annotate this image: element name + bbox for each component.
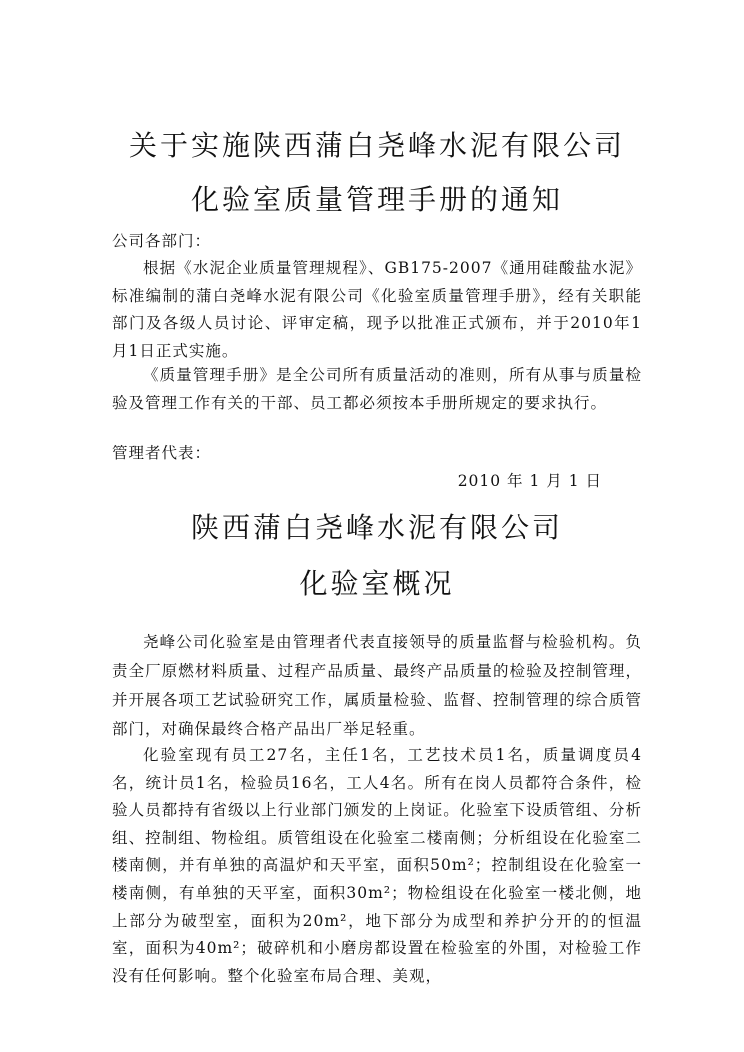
overview-title: 化验室概况 [299, 567, 455, 600]
notice-title-line2: 化验室质量管理手册的通知 [190, 183, 563, 216]
notice-paragraph-1: 根据《水泥企业质量管理规程》、GB175-2007《通用硅酸盐水泥》标准编制的蒲白尧峰水泥有限公司《化验室质量管理手册》，经有关职能部门及各级人员讨论、评审定稿，现予以批准正式颁布，并于2010年1月1日正式实施。 [112, 259, 642, 360]
overview-paragraph-1: 尧峰公司化验室是由管理者代表直接领导的质量监督与检验机构。负责全厂原燃材料质量、过程产品质量、最终产品质量的检验及控制管理，并开展各项工艺试验研究工作，属质量检验、监督、控制管理的综合质管部门，对确保最终合格产品出厂举足轻重。 [112, 633, 642, 738]
notice-title-line1: 关于实施陕西蒲白尧峰水泥有限公司 [128, 129, 625, 162]
notice-salutation: 公司各部门： [112, 232, 212, 250]
overview-company-title: 陕西蒲白尧峰水泥有限公司 [190, 511, 563, 544]
overview-paragraph-2: 化验室现有员工27名，主任1名，工艺技术员1名，质量调度员4名，统计员1名，检验员16名，工人4名。所有在岗人员都符合条件，检验人员都持有省级以上行业部门颁发的上岗证。化验室下设质管组、分析组、控制组、物检组。质管组设在化验室二楼南侧；分析组设在化验室二楼南侧，并有单独的高温炉和天平室，面积50m²；控制组设在化验室一楼南侧，有单独的天平室，面积30m²；物检组设在化验室一楼北侧，地上部分为破型室，面积为20m²，地下部分为成型和养护分开的的恒温室，面积为40m²；破碎机和小磨房都设置在检验室的外围，对检验工作没有任何影响。整个化验室布局合理、美观， [112, 746, 642, 985]
notice-representative: 管理者代表： [112, 444, 212, 462]
notice-date: 2010 年 1 月 1 日 [457, 472, 602, 490]
notice-paragraph-2: 《质量管理手册》是全公司所有质量活动的准则，所有从事与质量检验及管理工作有关的干部、员工都必须按本手册所规定的要求执行。 [112, 366, 642, 412]
